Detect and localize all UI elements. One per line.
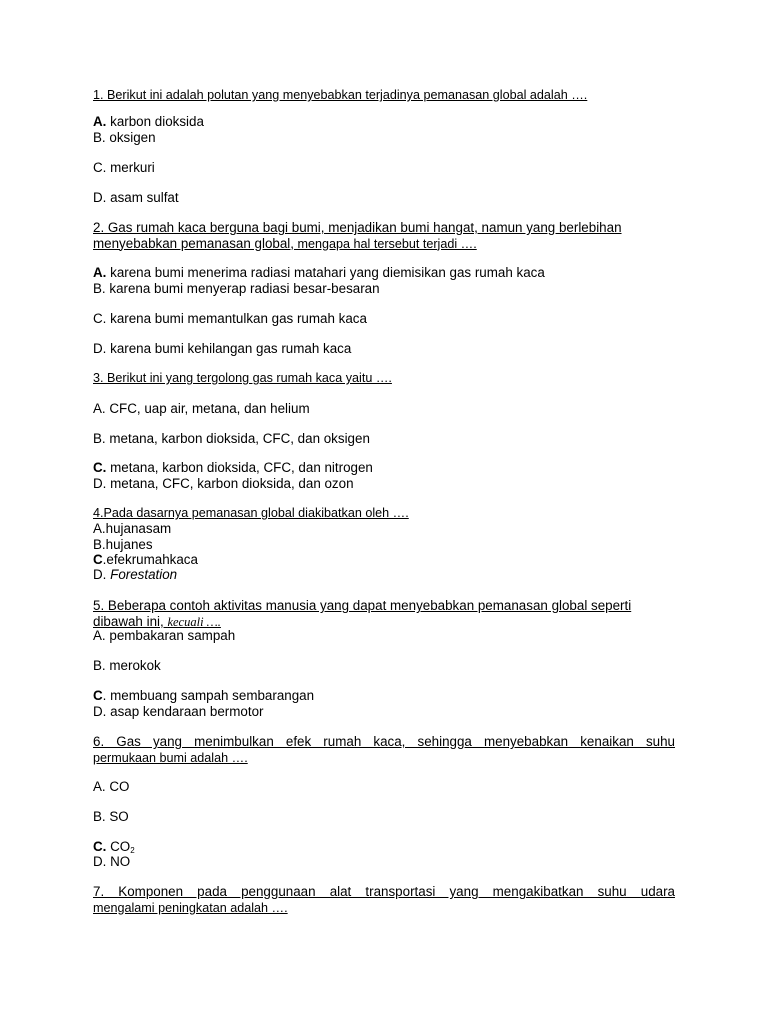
q5-option-a: A. pembakaran sampah: [93, 628, 236, 643]
q3-option-a: A. CFC, uap air, metana, dan helium: [93, 401, 310, 416]
q6-option-d: D. NO: [93, 854, 131, 869]
question-2-stem: 2. Gas rumah kaca berguna bagi bumi, menjadikan bumi hangat, namun yang berlebihan menyebabkan pemanasan global, mengapa hal tersebut terjadi ….: [93, 220, 622, 251]
q1-option-d: D. asam sulfat: [93, 190, 179, 205]
q1-option-c: C. merkuri: [93, 160, 155, 175]
q5-option-d: D. asap kendaraan bermotor: [93, 704, 264, 719]
q1-option-a: A. karbon dioksida: [93, 114, 204, 129]
question-6-stem: 6. Gas yang menimbulkan efek rumah kaca, sehingga menyebabkan kenaikan suhu permukaan bumi adalah ….: [93, 734, 675, 765]
q3-option-b: B. metana, karbon dioksida, CFC, dan oksigen: [93, 431, 370, 446]
q6-option-b: B. SO: [93, 809, 129, 824]
q6-option-c: C. $CO_2$: [93, 839, 135, 855]
question-4-stem: 4.Pada dasarnya pemanasan global diakibatkan oleh ….: [93, 506, 409, 520]
question-3-stem: 3. Berikut ini yang tergolong gas rumah kaca yaitu ….: [93, 371, 392, 385]
q2-option-a: A. karena bumi menerima radiasi matahari yang diemisikan gas rumah kaca: [93, 265, 545, 280]
q5-option-b: B. merokok: [93, 658, 161, 673]
q6-option-a: A. CO: [93, 779, 130, 794]
q4-option-c: C.efekrumahkaca: [93, 552, 198, 567]
q2-option-c: C. karena bumi memantulkan gas rumah kaca: [93, 311, 367, 326]
q3-option-c: C. metana, karbon dioksida, CFC, dan nitrogen: [93, 460, 373, 475]
q4-option-d: D. Forestation: [93, 567, 178, 582]
q1-option-b: B. oksigen: [93, 130, 156, 145]
q3-option-d: D. metana, CFC, karbon dioksida, dan ozon: [93, 476, 354, 491]
q2-option-b: B. karena bumi menyerap radiasi besar-besaran: [93, 281, 380, 296]
q5-option-c: C. membuang sampah sembarangan: [93, 688, 315, 703]
question-5-stem: 5. Beberapa contoh aktivitas manusia yang dapat menyebabkan pemanasan global seperti dibawah ini, kecuali ….: [93, 598, 632, 629]
question-1-stem: 1. Berikut ini adalah polutan yang menyebabkan terjadinya pemanasan global adalah ….: [93, 88, 588, 102]
q4-option-b: B.hujanes: [93, 537, 153, 552]
q4-option-a: A.hujanasam: [93, 521, 172, 536]
q2-option-d: D. karena bumi kehilangan gas rumah kaca: [93, 341, 352, 356]
question-7-stem: 7. Komponen pada penggunaan alat transportasi yang mengakibatkan suhu udara mengalami peningkatan adalah ….: [93, 884, 675, 915]
